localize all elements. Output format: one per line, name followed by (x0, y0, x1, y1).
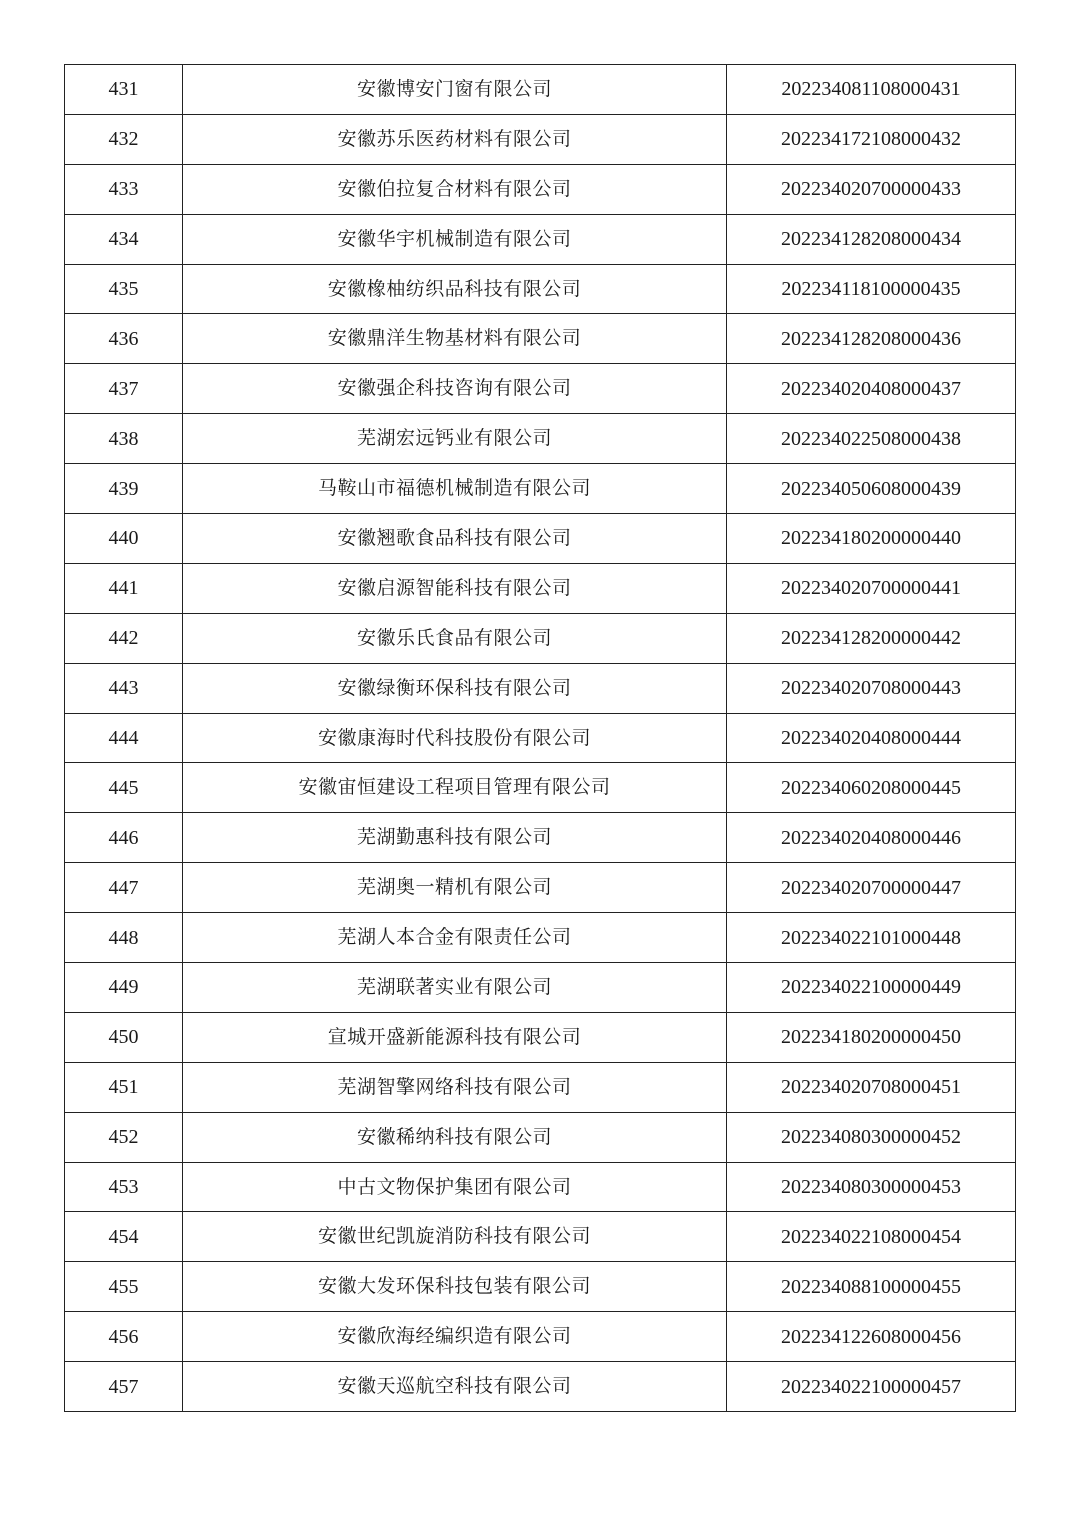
serial-number-cell: 440 (65, 514, 183, 564)
table-row (65, 1362, 1016, 1412)
table-row (65, 164, 1016, 214)
serial-number-cell: 437 (65, 364, 183, 414)
table-row (65, 264, 1016, 314)
serial-number-cell: 444 (65, 713, 183, 763)
registration-code-cell: 202234080300000452 (727, 1112, 1016, 1162)
serial-number-cell: 449 (65, 963, 183, 1013)
company-name-cell: 芜湖人本合金有限责任公司 (183, 913, 727, 963)
registration-code-cell: 202234172108000432 (727, 114, 1016, 164)
table-row (65, 913, 1016, 963)
company-name-cell: 安徽强企科技咨询有限公司 (183, 364, 727, 414)
registration-code-cell: 202234180200000450 (727, 1012, 1016, 1062)
company-name-cell: 安徽博安门窗有限公司 (183, 65, 727, 115)
registry-table-body (65, 65, 1016, 1412)
company-name-cell: 安徽世纪凯旋消防科技有限公司 (183, 1212, 727, 1262)
registration-code-cell: 202234020708000451 (727, 1062, 1016, 1112)
registration-code-cell: 202234088100000455 (727, 1262, 1016, 1312)
registration-code-cell: 202234020408000437 (727, 364, 1016, 414)
table-row (65, 963, 1016, 1013)
registration-code-cell: 202234020408000444 (727, 713, 1016, 763)
serial-number-cell: 445 (65, 763, 183, 813)
company-name-cell: 安徽华宇机械制造有限公司 (183, 214, 727, 264)
table-row (65, 1062, 1016, 1112)
company-name-cell: 安徽翘歌食品科技有限公司 (183, 514, 727, 564)
table-row (65, 1012, 1016, 1062)
registration-code-cell: 202234118100000435 (727, 264, 1016, 314)
serial-number-cell: 438 (65, 414, 183, 464)
registration-code-cell: 202234020708000443 (727, 663, 1016, 713)
serial-number-cell: 443 (65, 663, 183, 713)
serial-number-cell: 434 (65, 214, 183, 264)
registration-code-cell: 202234128200000442 (727, 613, 1016, 663)
serial-number-cell: 456 (65, 1312, 183, 1362)
table-row (65, 863, 1016, 913)
table-row (65, 613, 1016, 663)
company-name-cell: 安徽宙恒建设工程项目管理有限公司 (183, 763, 727, 813)
table-row (65, 1162, 1016, 1212)
company-name-cell: 芜湖宏远钙业有限公司 (183, 414, 727, 464)
registration-code-cell: 202234022100000449 (727, 963, 1016, 1013)
company-name-cell: 宣城开盛新能源科技有限公司 (183, 1012, 727, 1062)
registration-code-cell: 202234081108000431 (727, 65, 1016, 115)
company-name-cell: 马鞍山市福德机械制造有限公司 (183, 464, 727, 514)
serial-number-cell: 455 (65, 1262, 183, 1312)
registration-code-cell: 202234180200000440 (727, 514, 1016, 564)
serial-number-cell: 442 (65, 613, 183, 663)
registration-code-cell: 202234060208000445 (727, 763, 1016, 813)
serial-number-cell: 447 (65, 863, 183, 913)
serial-number-cell: 431 (65, 65, 183, 115)
company-name-cell: 安徽大发环保科技包装有限公司 (183, 1262, 727, 1312)
serial-number-cell: 448 (65, 913, 183, 963)
serial-number-cell: 451 (65, 1062, 183, 1112)
serial-number-cell: 432 (65, 114, 183, 164)
company-name-cell: 安徽稀纳科技有限公司 (183, 1112, 727, 1162)
serial-number-cell: 450 (65, 1012, 183, 1062)
registration-code-cell: 202234128208000436 (727, 314, 1016, 364)
table-row (65, 1262, 1016, 1312)
table-row (65, 763, 1016, 813)
table-row (65, 314, 1016, 364)
table-row (65, 1212, 1016, 1262)
company-name-cell: 芜湖奥一精机有限公司 (183, 863, 727, 913)
table-row (65, 813, 1016, 863)
table-row (65, 464, 1016, 514)
company-name-cell: 安徽伯拉复合材料有限公司 (183, 164, 727, 214)
company-name-cell: 安徽绿衡环保科技有限公司 (183, 663, 727, 713)
company-name-cell: 安徽欣海经编织造有限公司 (183, 1312, 727, 1362)
company-name-cell: 安徽鼎洋生物基材料有限公司 (183, 314, 727, 364)
table-row (65, 713, 1016, 763)
serial-number-cell: 454 (65, 1212, 183, 1262)
serial-number-cell: 441 (65, 563, 183, 613)
company-name-cell: 安徽乐氏食品有限公司 (183, 613, 727, 663)
serial-number-cell: 446 (65, 813, 183, 863)
registration-code-cell: 202234050608000439 (727, 464, 1016, 514)
table-row (65, 1112, 1016, 1162)
registration-code-cell: 202234022508000438 (727, 414, 1016, 464)
table-row (65, 514, 1016, 564)
serial-number-cell: 457 (65, 1362, 183, 1412)
registration-code-cell: 202234122608000456 (727, 1312, 1016, 1362)
serial-number-cell: 435 (65, 264, 183, 314)
registration-code-cell: 202234022100000457 (727, 1362, 1016, 1412)
registration-code-cell: 202234020700000433 (727, 164, 1016, 214)
registration-code-cell: 202234022108000454 (727, 1212, 1016, 1262)
company-name-cell: 中古文物保护集团有限公司 (183, 1162, 727, 1212)
serial-number-cell: 453 (65, 1162, 183, 1212)
table-row (65, 65, 1016, 115)
registration-code-cell: 202234020408000446 (727, 813, 1016, 863)
table-row (65, 214, 1016, 264)
table-row (65, 364, 1016, 414)
registration-code-cell: 202234080300000453 (727, 1162, 1016, 1212)
table-row (65, 563, 1016, 613)
company-name-cell: 安徽苏乐医药材料有限公司 (183, 114, 727, 164)
registration-code-cell: 202234022101000448 (727, 913, 1016, 963)
company-registry-table (64, 64, 1016, 1412)
serial-number-cell: 433 (65, 164, 183, 214)
company-name-cell: 安徽启源智能科技有限公司 (183, 563, 727, 613)
serial-number-cell: 436 (65, 314, 183, 364)
company-name-cell: 芜湖智擎网络科技有限公司 (183, 1062, 727, 1112)
company-name-cell: 芜湖勤惠科技有限公司 (183, 813, 727, 863)
registration-code-cell: 202234128208000434 (727, 214, 1016, 264)
serial-number-cell: 452 (65, 1112, 183, 1162)
table-row (65, 663, 1016, 713)
serial-number-cell: 439 (65, 464, 183, 514)
company-name-cell: 芜湖联著实业有限公司 (183, 963, 727, 1013)
company-name-cell: 安徽康海时代科技股份有限公司 (183, 713, 727, 763)
registration-code-cell: 202234020700000441 (727, 563, 1016, 613)
table-row (65, 114, 1016, 164)
company-name-cell: 安徽橡柚纺织品科技有限公司 (183, 264, 727, 314)
table-row (65, 1312, 1016, 1362)
company-name-cell: 安徽天巡航空科技有限公司 (183, 1362, 727, 1412)
registration-code-cell: 202234020700000447 (727, 863, 1016, 913)
table-row (65, 414, 1016, 464)
